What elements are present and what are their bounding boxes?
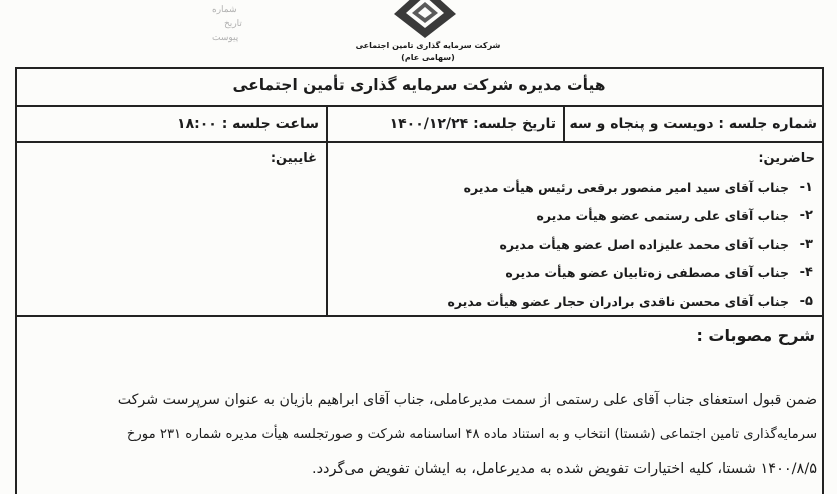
company-name: شرکت سرمایه گذاری تامین اجتماعی — [355, 41, 501, 50]
header-side-notes — [212, 6, 252, 48]
meeting-time — [177, 116, 319, 132]
meeting-col-divider-2 — [326, 105, 328, 316]
meeting-number-label: شماره جلسه : — [718, 116, 817, 132]
resolution-line-1: ضمن قبول استعفای جناب آقای علی رستمی از سمت مدیرعاملی، جناب آقای ابراهیم بازیان به عنوان سرپرست شرکت — [117, 392, 817, 408]
side-note-date: تاريخ — [224, 19, 242, 29]
table-right-border — [822, 67, 824, 494]
attendees-row-border — [15, 315, 823, 317]
attendees-label: حاضرین: — [758, 151, 815, 166]
table-left-border — [15, 67, 17, 494]
resolution-line-3: ۱۴۰۰/۸/۵ شستا، کلیه اختیارات تفویض شده به مدیرعامل، به ایشان تفویض می‌گردد. — [311, 461, 817, 477]
meeting-col-divider-1 — [563, 105, 565, 142]
member-2: جناب آقای علی رستمی عضو هیأت مدیره — [536, 208, 789, 223]
board-title: هیأت مدیره شرکت سرمایه گذاری تأمین اجتماعی — [232, 76, 606, 94]
resolution-line-2: سرمایه‌گذاری تامین اجتماعی (شستا) انتخاب و به استناد ماده ۴۸ اساسنامه شرکت و صورتجلسه هیأت مدیره شماره ۲۳۱ مورخ — [126, 427, 817, 442]
side-note-attachment: پيوست — [212, 33, 239, 43]
absentees-label: غایبین: — [270, 151, 317, 166]
member-number-3: -۳ — [799, 237, 813, 252]
meeting-row-border — [15, 141, 823, 143]
member-number-1: -۱ — [799, 180, 813, 195]
member-number-5: -۵ — [799, 294, 813, 309]
meeting-number-value: دویست و پنجاه و سه — [569, 116, 714, 132]
meeting-time-value: ۱۸:۰۰ — [177, 116, 217, 132]
title-row-border — [15, 105, 823, 107]
member-4: جناب آقای مصطفی زه‌تابیان عضو هیأت مدیره — [505, 265, 789, 280]
resolutions-heading: شرح مصوبات : — [696, 326, 815, 345]
company-logo-icon — [394, 0, 456, 38]
meeting-date — [390, 116, 556, 132]
member-number-4: -۴ — [799, 265, 813, 280]
member-1: جناب آقای سید امیر منصور برقعی رئیس هیأت مدیره — [463, 180, 789, 195]
table-top-border — [15, 67, 823, 69]
company-type: (سهامی عام) — [401, 53, 455, 62]
member-3: جناب آقای محمد علیزاده اصل عضو هیأت مدیره — [499, 237, 789, 252]
meeting-date-value: ۱۴۰۰/۱۲/۲۴ — [389, 116, 469, 132]
meeting-number — [570, 116, 817, 132]
member-number-2: -۲ — [799, 208, 813, 223]
side-note-number: شماره — [212, 5, 237, 15]
meeting-time-label: ساعت جلسه : — [221, 116, 319, 132]
member-5: جناب آقای محسن ناقدی برادران حجار عضو هیأت مدیره — [447, 294, 789, 309]
meeting-date-label: تاریخ جلسه: — [473, 116, 556, 132]
